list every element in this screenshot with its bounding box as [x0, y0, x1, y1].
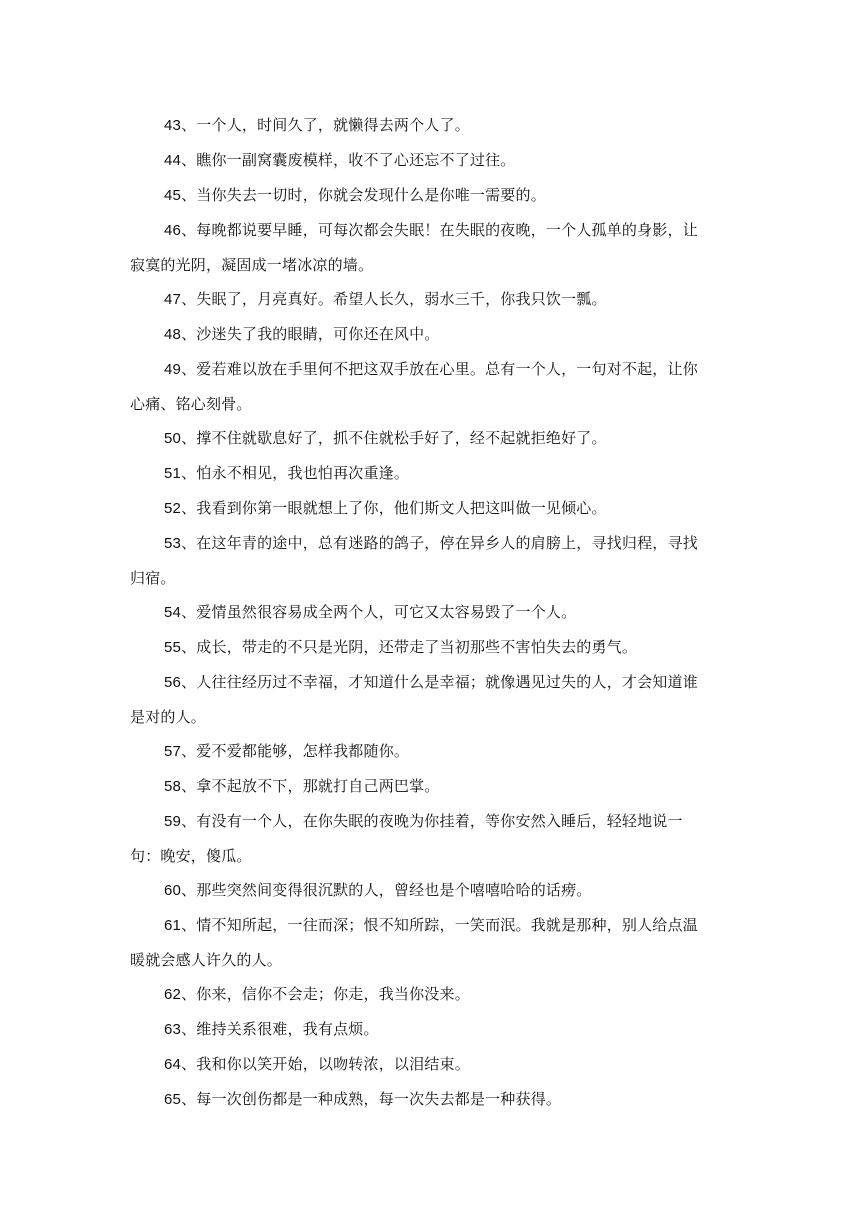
- entry-56: [130, 665, 710, 734]
- entry-63: [130, 1012, 710, 1047]
- entry-text: 、瞧你一副窝囊废模样，收不了心还忘不了过往。: [181, 151, 516, 169]
- entry-number: 43: [164, 117, 182, 134]
- entry-text: 、爱不爱都能够，怎样我都随你。: [181, 742, 410, 760]
- entry-61: [130, 908, 710, 977]
- entry-text: 、在这年青的途中，总有迷路的鸽子，停在异乡人的肩膀上，寻找归程，寻找归宿。: [130, 534, 698, 587]
- entry-text: 、沙迷失了我的眼睛，可你还在风中。: [181, 325, 440, 343]
- entry-text: 、我看到你第一眼就想上了你，他们斯文人把这叫做一见倾心。: [181, 499, 607, 517]
- entry-52: [130, 491, 710, 526]
- entry-54: [130, 595, 710, 630]
- entry-58: [130, 769, 710, 804]
- entry-text: 、撑不住就歇息好了，抓不住就松手好了，经不起就拒绝好了。: [181, 429, 607, 447]
- entry-text: 、每晚都说要早睡，可每次都会失眠！在失眠的夜晚，一个人孤单的身影，让寂寞的光阴，凝固成一堵冰凉的墙。: [130, 221, 698, 274]
- entry-number: 56: [164, 674, 182, 691]
- entry-number: 62: [164, 986, 182, 1003]
- entry-number: 57: [164, 743, 182, 760]
- entry-number: 51: [164, 465, 182, 482]
- entry-number: 50: [164, 430, 182, 447]
- entry-59: [130, 804, 710, 873]
- entry-text: 、维持关系很难，我有点烦。: [181, 1020, 379, 1038]
- entry-47: [130, 282, 710, 317]
- entry-60: [130, 873, 710, 908]
- entry-number: 48: [164, 326, 182, 343]
- entry-text: 、成长，带走的不只是光阴，还带走了当初那些不害怕失去的勇气。: [181, 638, 638, 656]
- entry-43: [130, 108, 710, 143]
- entry-number: 49: [164, 361, 182, 378]
- entry-50: [130, 421, 710, 456]
- entry-text: 、有没有一个人，在你失眠的夜晚为你挂着，等你安然入睡后，轻轻地说一句：晚安，傻瓜。: [130, 812, 683, 865]
- entry-text: 、爱若难以放在手里何不把这双手放在心里。总有一个人，一句对不起，让你心痛、铭心刻骨。: [130, 360, 698, 413]
- entry-49: [130, 352, 710, 421]
- entry-text: 、情不知所起，一往而深；恨不知所踪，一笑而泯。我就是那种，别人给点温暖就会感人许久的人。: [130, 916, 698, 969]
- entry-number: 53: [164, 535, 182, 552]
- entry-number: 61: [164, 917, 182, 934]
- entry-65: [130, 1082, 710, 1117]
- entry-number: 60: [164, 882, 182, 899]
- entry-number: 55: [164, 639, 182, 656]
- entry-number: 58: [164, 778, 182, 795]
- entry-number: 44: [164, 152, 182, 169]
- entry-number: 52: [164, 500, 182, 517]
- entry-51: [130, 456, 710, 491]
- entry-text: 、一个人，时间久了，就懒得去两个人了。: [181, 116, 470, 134]
- entry-45: [130, 178, 710, 213]
- entry-number: 64: [164, 1056, 182, 1073]
- entry-text: 、失眠了，月亮真好。希望人长久，弱水三千，你我只饮一瓢。: [181, 290, 607, 308]
- entry-number: 59: [164, 813, 182, 830]
- entry-text: 、怕永不相见，我也怕再次重逢。: [181, 464, 410, 482]
- entry-46: [130, 213, 710, 282]
- entry-number: 45: [164, 187, 182, 204]
- entry-number: 54: [164, 604, 182, 621]
- entry-44: [130, 143, 710, 178]
- entry-57: [130, 734, 710, 769]
- entry-number: 47: [164, 291, 182, 308]
- entry-62: [130, 977, 710, 1012]
- entry-text: 、当你失去一切时，你就会发现什么是你唯一需要的。: [181, 186, 546, 204]
- entry-48: [130, 317, 710, 352]
- entry-text: 、拿不起放不下，那就打自己两巴掌。: [181, 777, 440, 795]
- entry-number: 46: [164, 222, 182, 239]
- entry-text: 、你来，信你不会走；你走，我当你没来。: [181, 985, 470, 1003]
- entry-text: 、每一次创伤都是一种成熟，每一次失去都是一种获得。: [181, 1090, 562, 1108]
- entry-text: 、那些突然间变得很沉默的人，曾经也是个嘻嘻哈哈的话痨。: [181, 881, 592, 899]
- entry-55: [130, 630, 710, 665]
- entry-text: 、我和你以笑开始，以吻转浓，以泪结束。: [181, 1055, 470, 1073]
- entry-text: 、人往往经历过不幸福，才知道什么是幸福；就像遇见过失的人，才会知道谁是对的人。: [130, 673, 698, 726]
- entry-64: [130, 1047, 710, 1082]
- entry-number: 65: [164, 1091, 182, 1108]
- entry-number: 63: [164, 1021, 182, 1038]
- entry-text: 、爱情虽然很容易成全两个人，可它又太容易毁了一个人。: [181, 603, 577, 621]
- entry-53: [130, 526, 710, 595]
